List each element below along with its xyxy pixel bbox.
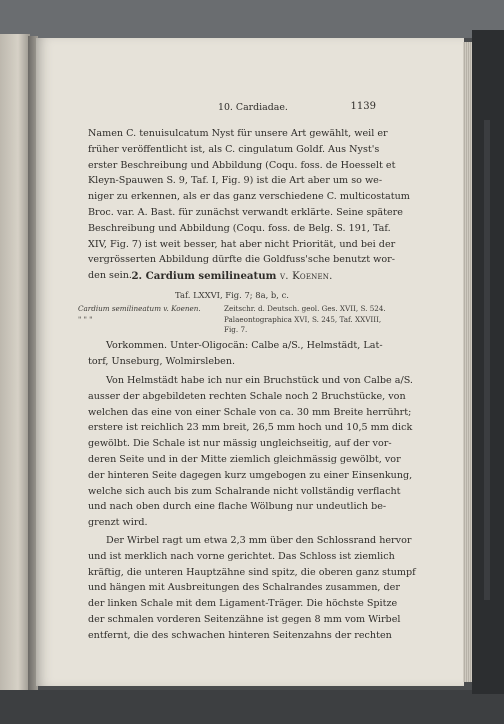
text-line: torf, Unseburg, Wolmirsleben. (88, 355, 236, 367)
text-line: entfernt, die des schwachen hinteren Seitenzahns der rechten (88, 629, 392, 641)
text-line: kräftig, die unteren Hauptzähne sind spitz, die oberen ganz stumpf (88, 566, 416, 578)
book-cover-edge (484, 120, 490, 600)
occurrence-paragraph (88, 338, 383, 370)
text-line: vergrösserten Abbildung dürfte die Goldfuss'sche benutzt wor- (88, 254, 395, 266)
synonym-reference: Zeitschr. d. Deutsch. geol. Ges. XVII, S. 524. (224, 304, 386, 313)
text-line: und nach oben durch eine flache Wölbung nur undeutlich be- (88, 501, 387, 513)
synonym-reference: Palaeontographica XVI, S. 245, Taf. XXVIII, (224, 314, 382, 324)
description-paragraph-2 (88, 533, 416, 644)
description-paragraph-1 (88, 373, 413, 531)
synonymy-row (78, 315, 388, 326)
text-line: Namen C. tenuisulcatum Nyst für unsere Art gewählt, weil er (88, 128, 388, 139)
text-line: XIV, Fig. 7) ist weit besser, hat aber nicht Priorität, und bei der (88, 238, 396, 250)
page-stack-edge (463, 42, 472, 682)
text-line: Broc. var. A. Bast. für zunächst verwandt erklärte. Seine spätere (88, 206, 403, 218)
text-line: Vorkommen. Unter-Oligocän: Calbe a/S., Helmstädt, Lat- (106, 340, 383, 351)
text-line: der schmalen vorderen Seitenzähne ist gegen 8 mm vom Wirbel (88, 613, 401, 625)
left-page-edge (0, 34, 30, 690)
text-line: erstere ist reichlich 23 mm breit, 26,5 mm hoch und 10,5 mm dick (88, 422, 413, 434)
text-line: Beschreibung und Abbildung (Coqu. foss. de Belg. S. 191, Taf. (88, 222, 391, 234)
text-line: früher veröffentlicht ist, als C. cingulatum Goldf. Aus Nyst's (88, 143, 380, 155)
background-bottom (0, 690, 504, 724)
text-line: ausser der abgebildeten rechten Schale noch 2 Bruchstücke, von (88, 390, 406, 402)
synonym-reference: Fig. 7. (224, 325, 248, 334)
synonym-name: " " " (78, 314, 93, 324)
text-line: deren Seite und in der Mitte ziemlich gleichmässig gewölbt, vor (88, 453, 401, 465)
text-line: der linken Schale mit dem Ligament-Träger. Die höchste Spitze (88, 598, 398, 610)
text-line: niger zu erkennen, als er das ganz verschiedene C. multicostatum (88, 191, 410, 203)
background-top (0, 0, 504, 38)
synonymy-list (78, 304, 388, 336)
text-line: gewölbt. Die Schale ist nur mässig ungleichseitig, auf der vor- (88, 438, 392, 450)
species-heading: 2. Cardium semilineatum v. Koenen. (131, 270, 333, 282)
synonym-name: Cardium semilineatum v. Koenen. (78, 304, 201, 313)
page-number: 1139 (350, 101, 376, 112)
text-line: und ist merklich nach vorne gerichtet. Das Schloss ist ziemlich (88, 550, 395, 562)
text-line: grenzt wird. (88, 517, 148, 529)
text-line: und hängen mit Ausbreitungen des Schalrandes zusammen, der (88, 582, 400, 594)
text-line: welche sich auch bis zum Schalrande nicht vollständig verflacht (88, 485, 401, 497)
text-line: erster Beschreibung und Abbildung (Coqu. foss. de Hoesselt et (88, 159, 396, 171)
section-title: 10. Cardiadae. (218, 102, 288, 113)
synonymy-row (78, 325, 388, 336)
synonymy-row (78, 304, 388, 315)
intro-paragraph (88, 126, 410, 284)
text-line: Der Wirbel ragt um etwa 2,3 mm über den Schlossrand hervor (106, 535, 412, 546)
text-line: Kleyn-Spauwen S. 9, Taf. I, Fig. 9) ist die Art aber um so we- (88, 175, 383, 187)
species-author: v. Koenen. (279, 271, 333, 282)
text-line: der hinteren Seite dagegen kurz umgebogen zu einer Einsenkung, (88, 469, 413, 481)
text-line: Von Helmstädt habe ich nur ein Bruchstück und von Calbe a/S. (106, 375, 413, 386)
running-header (88, 102, 376, 116)
species-name: Cardium semilineatum (145, 270, 277, 282)
plate-reference: Taf. LXXVI, Fig. 7; 8a, b, c. (175, 290, 289, 300)
text-line: welchen das eine von einer Schale von ca. 30 mm Breite herrührt; (88, 406, 412, 418)
text-line: den sein. (88, 270, 132, 282)
